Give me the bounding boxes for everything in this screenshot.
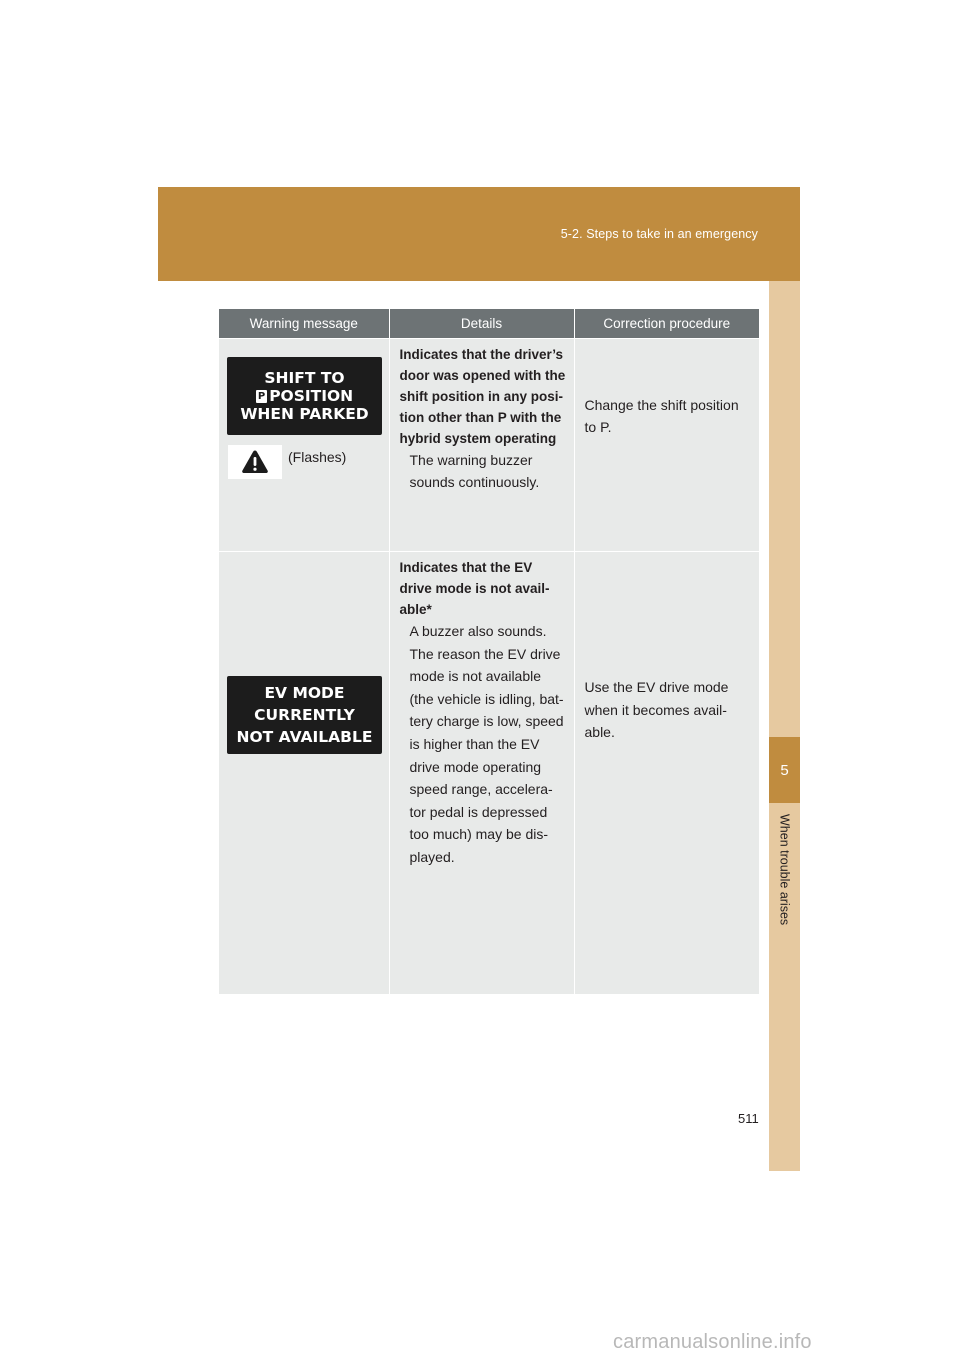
details-text: The warning buzzer sounds continuously. [409, 452, 540, 490]
header-band [158, 187, 800, 281]
details-cell [389, 339, 574, 552]
correction-cell: Change the shift position to P. [574, 339, 759, 552]
warning-message-cell [219, 552, 389, 995]
warning-triangle-icon [228, 445, 282, 479]
ev-mode-display: EV MODE CURRENTLY NOT AVAILABLE [227, 676, 382, 754]
section-title: 5-2. Steps to take in an emergency [560, 227, 758, 241]
details-text: A buzzer also sounds. The reason the EV drive mode is not available (the vehicle is idling, bat- tery charge is low, speed is higher than the EV drive mode operating speed range, accelera- tor pedal is depressed too much) may be dis- played. [409, 623, 564, 865]
column-header-correction-procedure: Correction procedure [574, 309, 759, 339]
flashes-note: (Flashes) [288, 449, 347, 465]
side-strip [769, 281, 800, 1171]
watermark: carmanualsonline.info [613, 1331, 812, 1353]
column-header-warning-message: Warning message [219, 309, 389, 339]
details-heading: Indicates that the EV drive mode is not avail- able* [399, 560, 550, 617]
page-number: 511 [738, 1111, 759, 1126]
details-cell [389, 552, 574, 995]
table-row [219, 339, 759, 552]
warning-message-cell [219, 339, 389, 552]
chapter-tab[interactable]: 5 [769, 737, 800, 803]
column-header-details: Details [389, 309, 574, 339]
chapter-label: When trouble arises [777, 814, 792, 926]
display-line-1: SHIFT TO [264, 369, 345, 387]
table-row [219, 552, 759, 995]
warning-table [219, 309, 759, 994]
details-heading: Indicates that the driver’s door was opened with the shift position in any posi- tion other than P with the hybrid system operating [399, 347, 566, 446]
display-line-3: WHEN PARKED [240, 405, 369, 423]
display-line-2: POSITION [269, 387, 354, 405]
table-header-row [219, 309, 759, 339]
shift-to-p-display [227, 357, 382, 435]
p-position-badge: P [257, 391, 266, 402]
correction-cell: Use the EV drive mode when it becomes avail- able. [574, 552, 759, 995]
